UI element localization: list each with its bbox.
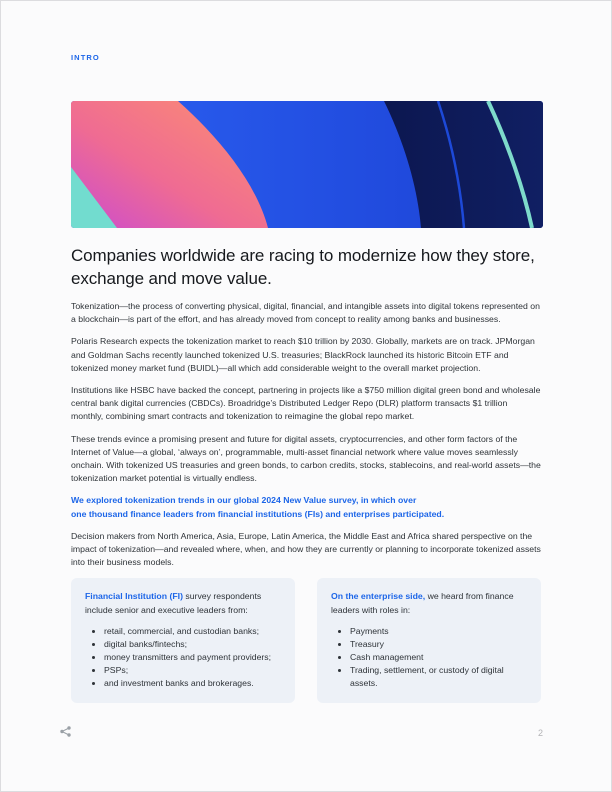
enterprise-box-lead-accent: On the enterprise side, bbox=[331, 591, 426, 602]
bullet-item: • and investment banks and brokerages. bbox=[104, 677, 281, 690]
abstract-gradient-art bbox=[71, 101, 543, 228]
page-title: Companies worldwide are racing to modernize how they store, exchange and move value. bbox=[71, 246, 535, 289]
bullet-item: • Trading, settlement, or custody of digital assets. bbox=[350, 664, 527, 690]
bullet-item: • PSPs; bbox=[104, 664, 281, 677]
enterprise-bullet-list bbox=[331, 625, 527, 690]
enterprise-box-lead bbox=[331, 590, 527, 616]
paragraph-decision-makers: Decision makers from North America, Asia, Europe, Latin America, the Middle East and Africa shared perspective on the impact of tokenization—and revealed where, when, and how they are currently or planning to incorporate tokenized assets into their business models. bbox=[71, 530, 541, 568]
fi-respondents-box bbox=[71, 578, 295, 702]
survey-callout bbox=[71, 494, 541, 520]
fi-bullet-list bbox=[85, 625, 281, 690]
respondent-boxes bbox=[71, 578, 541, 702]
paragraph-tokenization-definition: Tokenization—the process of converting physical, digital, financial, and intangible assets into digital tokens represented on a blockchain—is part of the effort, and has already moved from concept to reality among banks and businesses. bbox=[71, 300, 540, 325]
enterprise-box-lead-rest: we heard from finance leaders with roles in: bbox=[331, 591, 514, 615]
bullet-item: • money transmitters and payment providers; bbox=[104, 651, 281, 664]
bullet-item: • retail, commercial, and custodian banks; bbox=[104, 625, 281, 638]
paragraph-institutions: Institutions like HSBC have backed the concept, partnering in projects like a $750 million digital green bond and wholesale central bank digital currencies (CBDCs). Broadridge’s Distributed Ledger Repo (DLR) platform transacts $1 trillion monthly, combining smart contracts and tokenization to reimagine the global repo market. bbox=[71, 384, 541, 422]
fi-box-lead-rest: survey respondents include senior and executive leaders from: bbox=[85, 591, 262, 615]
page-number: 2 bbox=[537, 728, 543, 738]
bullet-item: • Cash management bbox=[350, 651, 527, 664]
paragraph-market-projection: Polaris Research expects the tokenization market to reach $10 trillion by 2030. Globally, markets are on track. JPMorgan and Goldman Sachs recently launched tokenized U.S. treasuries; BlackRock launched its historic Bitcoin ETF and tokenized money market fund (BUIDL)—all which add considerable weight to the overall market projection. bbox=[71, 336, 535, 373]
share-icon-glyph bbox=[59, 725, 72, 738]
bullet-item: • digital banks/fintechs; bbox=[104, 638, 281, 651]
bullet-item: • Payments bbox=[350, 625, 527, 638]
body-copy bbox=[71, 300, 541, 569]
paragraph-trends: These trends evince a promising present and future for digital assets, cryptocurrencies, and other form factors of the Internet of Value—a global, ‘always on’, programmable, multi-asset financial network where value moves seamlessly onchain. With tokenized US treasuries and green bonds, to carbon credits, stocks, stablecoins, and real-world assets—the tokenization market potential is virtually endless. bbox=[71, 433, 541, 484]
enterprise-respondents-box bbox=[317, 578, 541, 702]
survey-callout-line-2: one thousand finance leaders from financial institutions (FIs) and enterprises participated. bbox=[71, 508, 445, 519]
section-eyebrow: INTRO bbox=[71, 53, 100, 62]
fi-box-lead-accent: Financial Institution (FI) bbox=[85, 591, 183, 602]
share-icon[interactable] bbox=[59, 725, 72, 738]
page-content bbox=[1, 1, 611, 703]
fi-box-lead bbox=[85, 590, 281, 616]
hero-banner-image bbox=[71, 101, 543, 228]
bullet-item: • Treasury bbox=[350, 638, 527, 651]
survey-callout-line-1: We explored tokenization trends in our global 2024 New Value survey, in which over bbox=[71, 495, 417, 506]
